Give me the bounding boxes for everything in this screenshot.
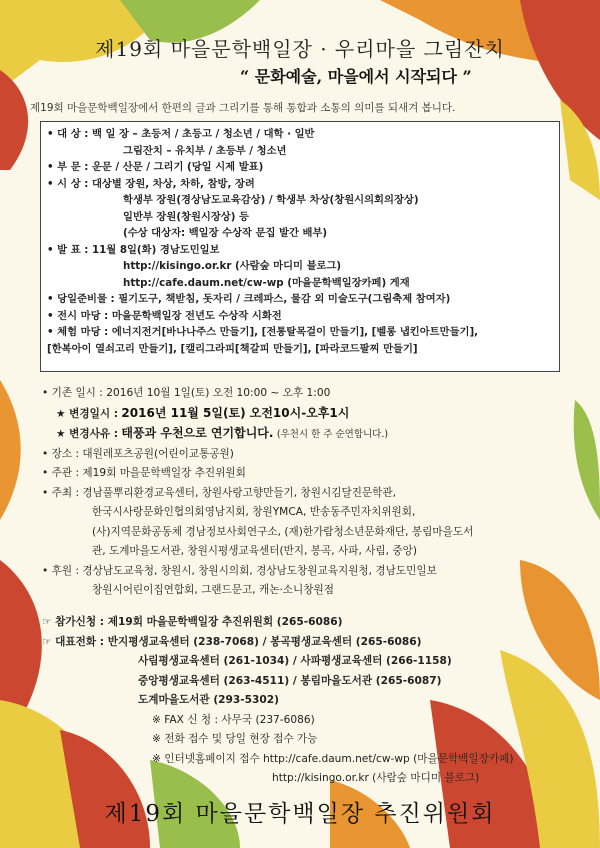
phone-note: ※ 전화 접수 및 당일 현장 접수 가능 (152, 733, 318, 745)
host: • 주관 : 제19회 마을문학백일장 추진위원회 (42, 467, 246, 479)
web-link-blog[interactable]: http://kisingo.or.kr (사람숲 마디미 블로그) (272, 772, 480, 784)
footer-organizer: 제19회 마을문학백일장 추진위원회 (104, 801, 496, 827)
changed-reason-row: ★ 변경사유 : 태풍과 우천으로 연기합니다. (우천시 한 주 순연합니다.) (56, 426, 389, 440)
web-link-cafe[interactable]: ※ 인터넷홈페이지 접수 http://cafe.daum.net/cw-wp (마을문학백일장카페) (152, 752, 514, 765)
award-row: • 시 상 : 대상별 장원, 차상, 차하, 참방, 장려 (47, 177, 255, 190)
original-date: • 기존 일시 : 2016년 10월 1일(토) 오전 10:00 ~ 오후 1:00 (42, 387, 331, 399)
changed-date-row: ★ 변경일시 : 2016년 11월 5일(토) 오전10시-오후1시 (56, 405, 350, 420)
rep-phone-row-4: 도계마을도서관 (293-5302) (138, 694, 280, 706)
experience-row: • 체험 마당 : 에너지전거[바나나주스 만들기], [전통탈목걸이 만들기], [벨롱 냅킨아트만들기], (47, 326, 479, 338)
sponsor-2: 창원시어린이집연합회, 그랜드문고, 캐논·소니창원점 (92, 584, 334, 596)
announce-link-blog[interactable]: http://kisingo.or.kr (사람숲 마디미 블로그) (123, 260, 342, 272)
contact-info (42, 613, 582, 789)
subtitle: “ 문화예술, 마을에서 시작되다 ” (240, 67, 472, 86)
rep-phone-row-2: 사림평생교육센터 (261-1034) / 사파평생교육센터 (266-1158) (138, 655, 452, 667)
target-row-2: 그림잔치 – 유치부 / 초등부 / 청소년 (123, 144, 287, 157)
rep-phone-row-3: 중앙평생교육센터 (263-4511) / 봉림마을도서관 (265-6087) (138, 674, 442, 687)
award-row-4: (수상 대상자: 백일장 수상작 문집 발간 배부) (123, 227, 328, 239)
sponsor: • 후원 : 경상남도교육청, 창원시, 창원시의회, 경상남도창원교육지원청, 경남도민일보 (42, 564, 437, 577)
target-row: • 대 상 : 백 일 장 – 초등저 / 초등고 / 청소년 / 대학 · 일반 (47, 128, 315, 140)
award-row-2: 학생부 장원(경상남도교육감상) / 학생부 차상(창원시의회의장상) (123, 194, 419, 206)
intro-text: 제19회 마을문학백일장에서 한편의 글과 그리기를 통해 통합과 소통의 의미를 되새겨 봅니다. (30, 102, 456, 114)
category-row: • 부 문 : 운문 / 산문 / 그리기 (당일 시제 발표) (47, 161, 264, 173)
fax-row: ※ FAX 신 청 : 사무국 (237-6086) (152, 713, 315, 726)
rep-phone-row: ☞ 대표전화 : 반지평생교육센터 (238-7068) / 봉곡평생교육센터 (265-6086) (42, 635, 422, 648)
experience-row-2: [한복아이 열쇠고리 만들기], [캘리그라피[책갈피 만들기], [파라코드팔찌 만들기] (47, 342, 418, 355)
announce-row: • 발 표 : 11월 8일(화) 경남도민일보 (47, 243, 220, 256)
prep-row: • 당일준비물 : 필기도구, 책받침, 돗자리 / 크레파스, 물감 외 미술도구(그림축제 참여자) (47, 293, 451, 305)
exhibit-row: • 전시 마당 : 마을문학백일장 전년도 수상작 시화전 (47, 309, 282, 322)
award-row-3: 일반부 장원(창원시장상) 등 (123, 210, 249, 223)
place: • 장소 : 대원레포츠공원(어린이교통공원) (42, 447, 234, 460)
organizer-4: 관, 도계마을도서관, 창원시평생교육센터(반지, 봉곡, 사파, 사림, 중앙) (92, 545, 417, 557)
apply-row: ☞ 참가신청 : 제19회 마을문학백일장 추진위원회 (265-6086) (42, 616, 343, 628)
organizer-3: (사)지역문화공동체 경남정보사회연구소, (재)한가람청소년문화재단, 봉림마을도서 (92, 525, 474, 538)
announce-link-cafe[interactable]: http://cafe.daum.net/cw-wp (마을문학백일장카페) 게재 (123, 276, 410, 289)
details-box (40, 121, 560, 372)
organizer: • 주최 : 경남풀뿌리환경교육센터, 창원사랑고향만들기, 창원시김달진문학관, (42, 486, 396, 499)
event-info (42, 384, 582, 601)
page-title: 제19회 마을문학백일장 · 우리마을 그림잔치 (95, 37, 505, 61)
organizer-2: 한국시사랑문화인협의회영남지회, 창원YMCA, 반송동주민자치위원회, (92, 506, 416, 518)
